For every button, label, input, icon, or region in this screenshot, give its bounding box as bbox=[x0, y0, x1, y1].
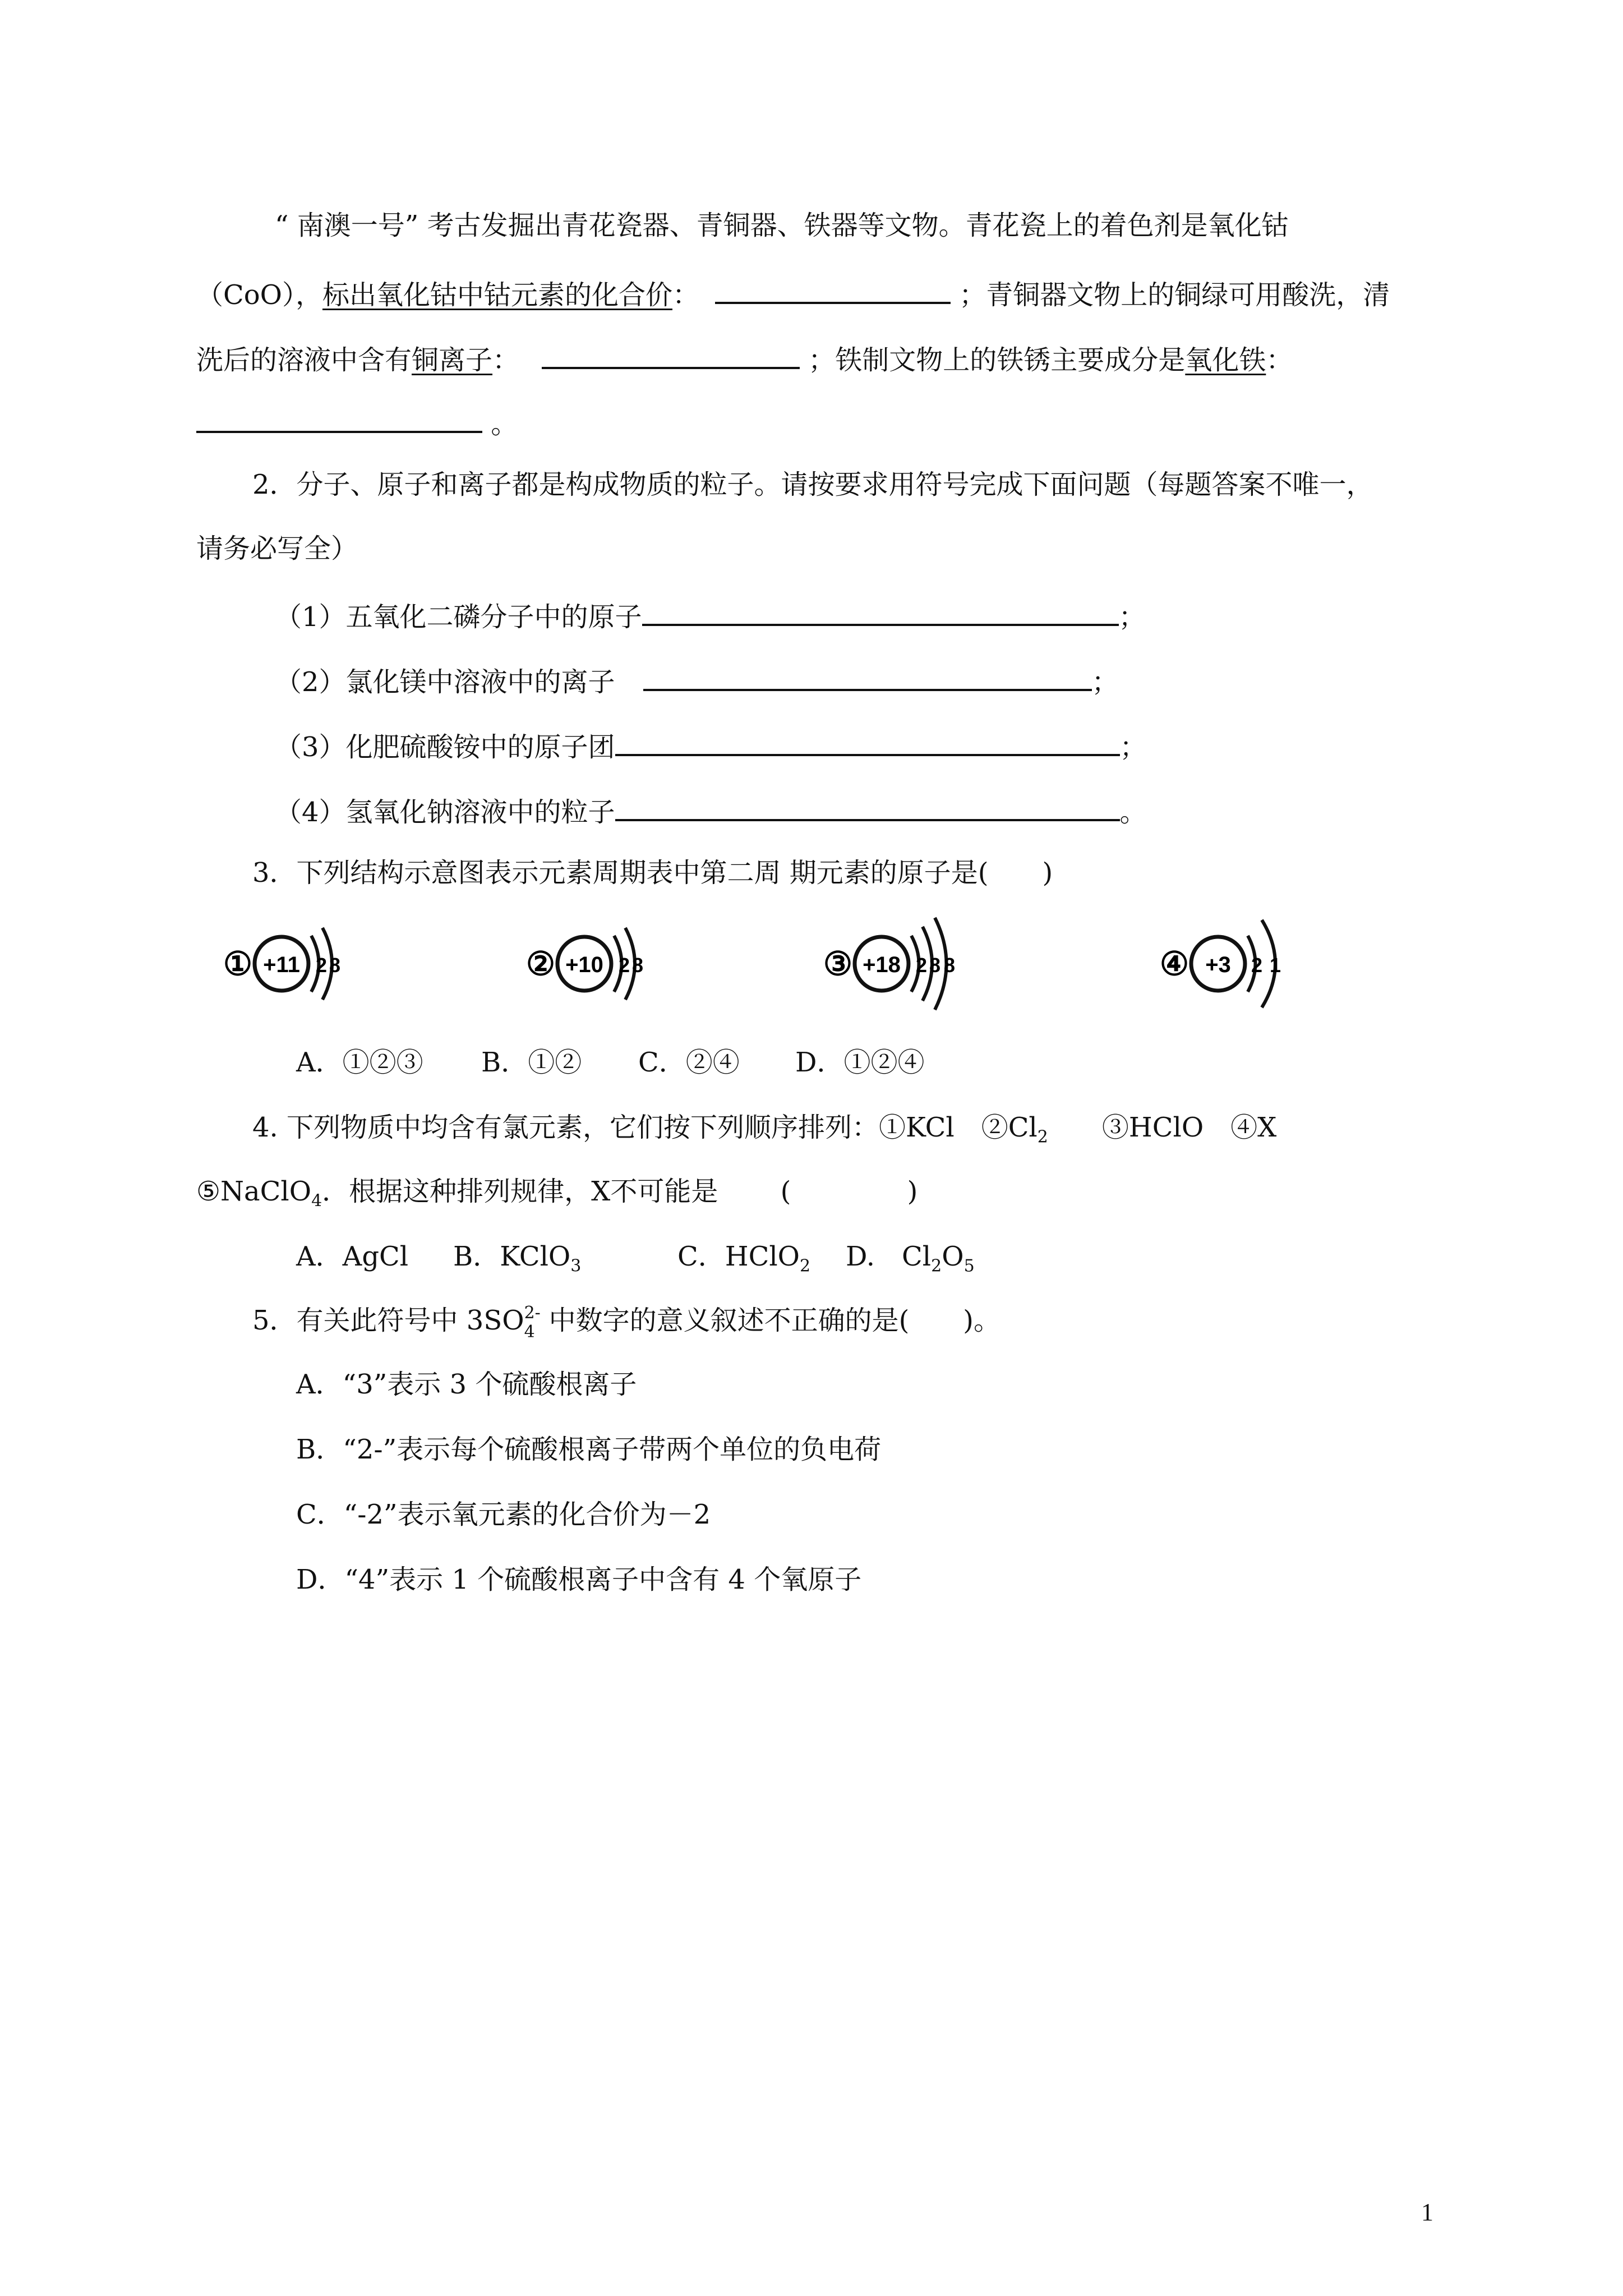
q1-text: ： bbox=[672, 279, 700, 311]
subscript: 3 bbox=[570, 1256, 582, 1276]
q2-stem: 请务必写全） bbox=[196, 533, 358, 564]
q4-line-1 bbox=[252, 1111, 1277, 1147]
shell-electron-count: 8 bbox=[329, 954, 341, 977]
atom-diagram-4 bbox=[1155, 903, 1307, 1027]
option-text: O bbox=[942, 1241, 964, 1272]
q4-text: 4. 下列物质中均含有氯元素，它们按下列顺序排列：①KCl ②Cl bbox=[252, 1112, 1038, 1143]
atom-diagram-3 bbox=[819, 903, 981, 1027]
atom-index: ④ bbox=[1160, 946, 1189, 982]
q1-text: “ 南澳一号” 考古发掘出青花瓷器、青铜器、铁器等文物。青花瓷上的着色剂是氧化钴 bbox=[275, 210, 1289, 241]
answer-blank-q2-3[interactable] bbox=[615, 727, 1120, 756]
q1-line-3 bbox=[196, 340, 1293, 377]
subscript: 2 bbox=[1037, 1127, 1048, 1147]
answer-blank-cobalt-valence[interactable] bbox=[715, 275, 951, 304]
q1-text: （CoO）， bbox=[196, 279, 322, 311]
shell-electron-count: 8 bbox=[943, 954, 956, 977]
q4-line-2 bbox=[196, 1175, 918, 1211]
q4-option-d[interactable] bbox=[846, 1240, 975, 1276]
q4-text: ③HClO ④X bbox=[1048, 1112, 1277, 1143]
q1-text: ： bbox=[1266, 344, 1293, 376]
q4-option-a[interactable] bbox=[296, 1240, 408, 1273]
q1-line-1 bbox=[275, 209, 1289, 242]
option-text: C．HClO bbox=[677, 1241, 800, 1272]
option-text: C．“-2”表示氧元素的化合价为－2 bbox=[296, 1499, 711, 1530]
q2-line-2 bbox=[196, 532, 358, 565]
q1-text: ；铁制文物上的铁锈主要成分是 bbox=[800, 344, 1186, 376]
subscript: 4 bbox=[311, 1191, 322, 1211]
q1-underlined-text: 氧化铁 bbox=[1185, 344, 1266, 376]
q1-text: 。 bbox=[482, 408, 518, 440]
q3-option-c[interactable] bbox=[638, 1046, 740, 1079]
nucleus-charge: +3 bbox=[1205, 953, 1231, 977]
subscript: 4 bbox=[524, 1322, 535, 1342]
q5-option-a[interactable] bbox=[296, 1368, 637, 1401]
shell-electron-count: 2 bbox=[618, 954, 630, 977]
option-text: C．②④ bbox=[638, 1047, 740, 1078]
shell-electron-count: 2 bbox=[315, 954, 328, 977]
option-text: A．①②③ bbox=[296, 1047, 423, 1078]
shell-electron-count: 1 bbox=[1269, 954, 1281, 977]
subscript: 5 bbox=[963, 1256, 975, 1276]
atom-diagram-2 bbox=[522, 909, 667, 1021]
answer-blank-q2-2[interactable] bbox=[643, 662, 1092, 691]
q2-sub-end: 。 bbox=[1119, 797, 1147, 828]
q2-sub-end: ； bbox=[1118, 601, 1146, 633]
page-number: 1 bbox=[1421, 2198, 1433, 2226]
q2-sub-1 bbox=[275, 597, 1146, 634]
q5-option-b[interactable] bbox=[296, 1433, 881, 1466]
q3-stem-text: 3．下列结构示意图表示元素周期表中第二周 期元素的原子是( ) bbox=[252, 857, 1053, 889]
shell-electron-count: 2 bbox=[915, 954, 928, 977]
q5-option-d[interactable] bbox=[296, 1563, 861, 1596]
option-text: B．KClO bbox=[453, 1241, 571, 1272]
q2-sub-3 bbox=[275, 727, 1147, 764]
q2-sub-end: ； bbox=[1091, 666, 1119, 698]
q4-option-c[interactable] bbox=[677, 1240, 811, 1276]
option-text: D. Cl bbox=[846, 1241, 932, 1272]
option-text: B．“2-”表示每个硫酸根离子带两个单位的负电荷 bbox=[296, 1434, 882, 1465]
option-text: D．①②④ bbox=[795, 1047, 925, 1078]
q5-option-c[interactable] bbox=[296, 1498, 711, 1531]
q3-option-a[interactable] bbox=[296, 1046, 423, 1079]
q3-option-d[interactable] bbox=[795, 1046, 925, 1079]
atom-index: ③ bbox=[823, 946, 852, 982]
q2-stem: 2．分子、原子和离子都是构成物质的粒子。请按要求用符号完成下面问题（每题答案不唯一， bbox=[252, 469, 1373, 500]
q2-sub-end: ； bbox=[1119, 731, 1147, 763]
q4-text: ．根据这种排列规律，X不可能是 ( ) bbox=[322, 1176, 918, 1207]
q1-line-4 bbox=[196, 404, 518, 441]
shell-electron-count: 8 bbox=[929, 954, 941, 977]
nucleus-charge: +11 bbox=[263, 953, 300, 977]
answer-blank-q2-4[interactable] bbox=[615, 792, 1120, 821]
superscript: 2- bbox=[524, 1303, 541, 1323]
q3-stem bbox=[252, 856, 1053, 890]
q4-text: ⑤NaClO bbox=[196, 1176, 312, 1207]
nucleus-charge: +10 bbox=[565, 953, 603, 977]
atom-index: ① bbox=[223, 946, 252, 982]
q3-option-b[interactable] bbox=[481, 1046, 582, 1079]
q4-option-b[interactable] bbox=[453, 1240, 582, 1276]
q2-sub-4 bbox=[275, 792, 1147, 829]
q2-sub-label: （4）氢氧化钠溶液中的粒子 bbox=[275, 797, 615, 828]
q2-line-1 bbox=[252, 468, 1373, 501]
q1-line-2 bbox=[196, 275, 1390, 312]
option-text: A．AgCl bbox=[296, 1241, 409, 1272]
nucleus-charge: +18 bbox=[863, 953, 901, 977]
q5-text: 5．有关此符号中 3SO bbox=[252, 1305, 524, 1336]
q2-sub-label: （1）五氧化二磷分子中的原子 bbox=[275, 601, 642, 633]
q1-text: ： bbox=[492, 344, 520, 376]
answer-blank-copper-ion[interactable] bbox=[542, 340, 800, 369]
q1-text: 洗后的溶液中含有 bbox=[196, 344, 412, 376]
option-text: B．①② bbox=[481, 1047, 582, 1078]
sulfate-sub-sup bbox=[524, 1303, 549, 1342]
shell-electron-count: 2 bbox=[1251, 954, 1263, 977]
q1-underlined-text: 铜离子 bbox=[412, 344, 493, 376]
shell-electron-count: 8 bbox=[631, 954, 644, 977]
q2-sub-label: （2）氯化镁中溶液中的离子 bbox=[275, 666, 615, 698]
answer-blank-q2-1[interactable] bbox=[642, 597, 1119, 626]
q1-underlined-text: 标出氧化钴中钴元素的化合价 bbox=[322, 279, 672, 311]
subscript: 2 bbox=[931, 1256, 942, 1276]
q5-text: 中数字的意义叙述不正确的是( )。 bbox=[548, 1305, 1001, 1336]
option-text: A．“3”表示 3 个硫酸根离子 bbox=[296, 1369, 637, 1400]
answer-blank-iron-oxide[interactable] bbox=[196, 404, 482, 433]
q2-sub-2 bbox=[275, 662, 1119, 699]
atom-diagram-1 bbox=[219, 909, 365, 1021]
q1-text: ；青铜器文物上的铜绿可用酸洗，清 bbox=[951, 279, 1390, 311]
subscript: 2 bbox=[800, 1256, 811, 1276]
q5-stem bbox=[252, 1303, 1001, 1342]
q2-sub-label: （3）化肥硫酸铵中的原子团 bbox=[275, 731, 615, 763]
option-text: D．“4”表示 1 个硫酸根离子中含有 4 个氧原子 bbox=[296, 1564, 862, 1595]
atom-index: ② bbox=[526, 946, 555, 982]
